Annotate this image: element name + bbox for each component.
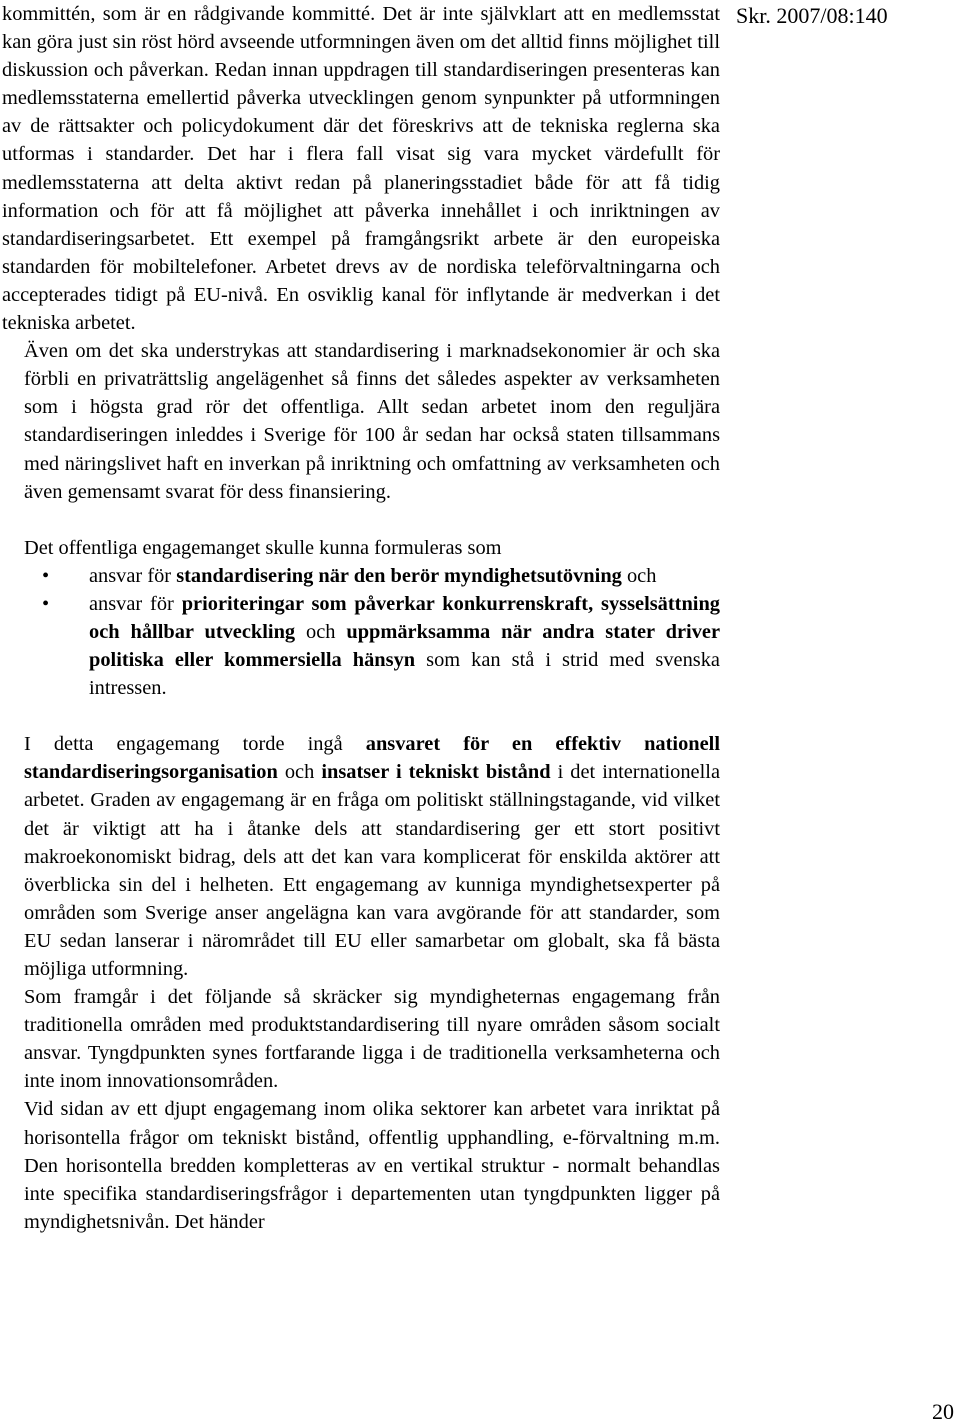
bullet-2-bold-2: uppmärksamma när andra stater driver politiska eller kommersiella hänsyn <box>89 620 720 672</box>
bullet-2-join: och <box>295 620 347 643</box>
bullet-icon: • <box>42 564 50 587</box>
paragraph-4: Som framgår i det följande så skräcker sig myndigheternas engagemang från traditionella områden med produktstandardisering till nyare områden såsom socialt ansvar. Tyngdpunkten synes fortfarande ligga i de traditionella verksamheterna och inte inom innovationsområden. <box>24 986 720 1093</box>
bullet-1-bold: standardisering när den berör myndighetsutövning <box>176 564 622 587</box>
bullet-2-text: ansvar för <box>89 592 182 615</box>
paragraph-3-bold-2: insatser i tekniskt bistånd <box>321 761 551 784</box>
main-text <box>2 0 720 1236</box>
paragraph-3-text: I detta engagemang torde ingå <box>24 733 366 756</box>
document-reference: Skr. 2007/08:140 <box>736 3 888 28</box>
paragraph-1: kommittén, som är en rådgivande kommitté. Det är inte självklart att en medlemsstat kan göra just sin röst hörd avseende utformningen även om det alltid finns möjlighet till diskussion och påverkan. Redan innan uppdragen till standardiseringen presenteras kan medlemsstaterna emellertid påverka utvecklingen genom synpunkter på utformningen av de rättsakter och policydokument där det föreskrivs att de tekniska reglerna ska utformas i standarder. Det har i flera fall visat sig vara mycket värdefullt för medlemsstaterna att delta aktivt redan på planeringsstadiet både för att få tidig information och för att få möjlighet att påverka innehållet i och inriktningen av standardiseringsarbetet. Ett exempel på framgångsrikt arbete är den europeiska standarden för mobiltelefoner. Arbetet drevs av de nordiska teleförvaltningarna och accepterades tidigt på EU-nivå. En osviklig kanal för inflytande är medverkan i det tekniska arbetet. <box>2 3 720 335</box>
paragraph-5: Vid sidan av ett djupt engagemang inom olika sektorer kan arbetet vara inriktat på horisontella frågor om tekniskt bistånd, offentlig upphandling, e-förvaltning m.m. Den horisontella bredden kompletteras av en vertikal struktur - normalt behandlas inte specifika standardiseringsfrågor i departementen utan tyngdpunkten ligger på myndighetsnivån. Det händer <box>24 1098 720 1233</box>
paragraph-3-tail: i det internationella arbetet. Graden av engagemang är en fråga om politiskt ställningstagande, vid vilket det är viktigt att ha i åtanke dels att standardisering ger ett stort positivt makroekonomiskt bidrag, dels att det kan vara komplicerat för enskilda aktörer att överblicka sin del i helheten. Ett engagemang av kunniga myndighetsexperter på områden som Sverige anser angelägna kan vara avgörande för att standarder, som EU sedan lanserar i närområdet till EU eller samarbetar om globalt, ska få bästa möjliga utformning. <box>24 761 720 980</box>
list-intro: Det offentliga engagemanget skulle kunna formuleras som <box>24 536 502 559</box>
bullet-icon: • <box>42 592 50 615</box>
list-item <box>2 562 720 590</box>
spacer <box>2 506 720 534</box>
spacer <box>2 702 720 730</box>
paragraph-3-join: och <box>277 761 322 784</box>
bullet-1-tail: och <box>621 564 657 587</box>
bullet-list <box>2 562 720 702</box>
paragraph-2: Även om det ska understrykas att standardisering i marknadsekonomier är och ska förbli en privaträttslig angelägenhet så finns det således aspekter av verksamheten som i högsta grad rör det offentliga. Allt sedan arbetet inom den reguljära standardiseringen inleddes i Sverige för 100 år sedan har också staten tillsammans med näringslivet haft en inverkan på inriktning och omfattning av verksamheten och även gemensamt svarat för dess finansiering. <box>24 340 720 503</box>
paragraph-3 <box>2 730 720 983</box>
list-item <box>2 590 720 702</box>
bullet-1-text: ansvar för <box>89 564 177 587</box>
paragraph-3-bold-1: ansvaret för en effektiv nationell standardiseringsorganisation <box>24 733 720 784</box>
page-number: 20 <box>932 1399 954 1424</box>
bullet-2-tail: som kan stå i strid med svenska intressen. <box>89 649 720 700</box>
bullet-2-bold-1: prioriteringar som påverkar konkurrenskraft, sysselsättning och hållbar utveckling <box>89 592 720 643</box>
